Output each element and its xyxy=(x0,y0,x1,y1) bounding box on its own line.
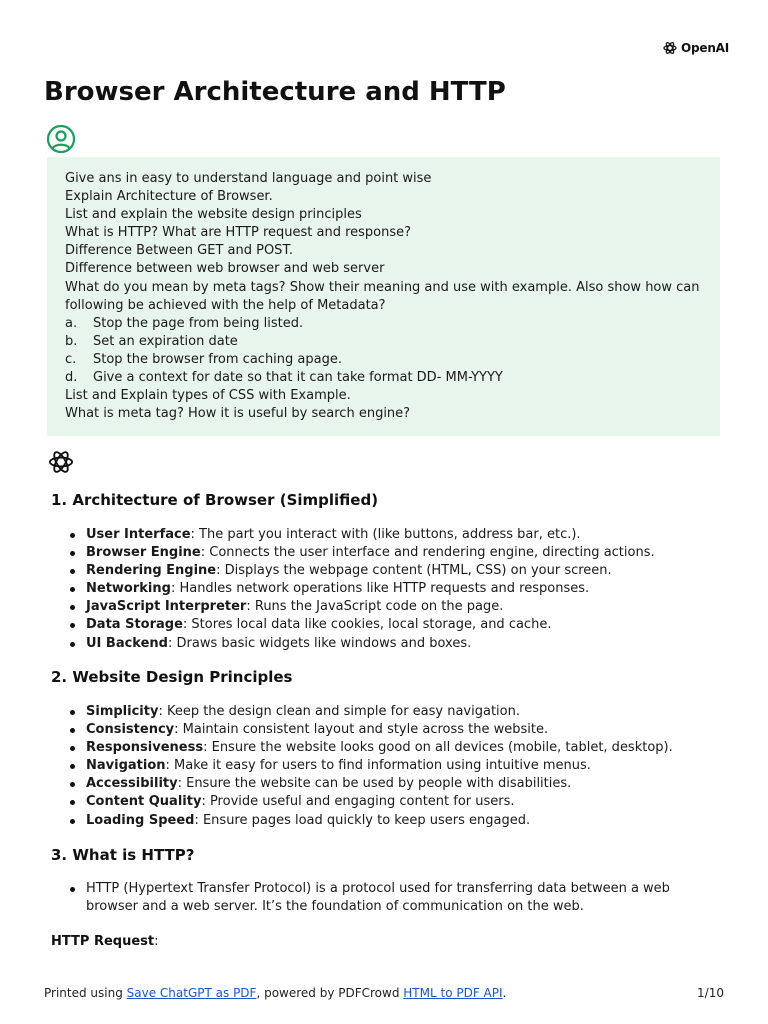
list-item-term: JavaScript Interpreter xyxy=(86,599,247,615)
footer-prefix: Printed using xyxy=(44,986,127,1000)
prompt-line: Explain Architecture of Browser. xyxy=(65,189,273,205)
list-item-desc: : Stores local data like cookies, local storage, and cache. xyxy=(182,617,552,633)
section-heading: 1. Architecture of Browser (Simplified) xyxy=(51,491,379,509)
prompt-sub-marker: d. xyxy=(65,370,78,386)
openai-brand xyxy=(662,40,729,56)
prompt-sub-text: Give a context for date so that it can take format DD- MM-YYYY xyxy=(93,370,503,386)
list-item xyxy=(68,562,688,580)
list-item-desc: : Ensure the website looks good on all devices (mobile, tablet, desktop). xyxy=(203,740,673,756)
list-item xyxy=(68,721,688,739)
list-item-term: UI Backend xyxy=(86,635,168,651)
list-item-term: Responsiveness xyxy=(86,740,204,756)
list-item-term: Content Quality xyxy=(86,794,202,810)
prompt-sub-text: Set an expiration date xyxy=(93,333,238,349)
prompt-sub-item xyxy=(65,351,702,369)
list-item-term: Consistency xyxy=(86,722,175,738)
html-to-pdf-api-link[interactable]: HTML to PDF API xyxy=(403,986,503,1000)
list-item xyxy=(68,598,688,616)
list-item-desc: : Maintain consistent layout and style across the website. xyxy=(174,722,549,738)
list-item-term: Accessibility xyxy=(86,776,178,792)
prompt-line: Difference between web browser and web server xyxy=(65,261,385,277)
page-number: 1/10 xyxy=(697,986,724,1000)
page-title: Browser Architecture and HTTP xyxy=(44,77,506,107)
section-heading: 3. What is HTTP? xyxy=(51,846,195,864)
list-item xyxy=(68,703,688,721)
prompt-line: List and explain the website design principles xyxy=(65,207,362,223)
footer-suffix: . xyxy=(502,986,507,1000)
list-item-term: Simplicity xyxy=(86,704,159,719)
list-item-desc: : Ensure the website can be used by people with disabilities. xyxy=(177,776,572,792)
prompt-sub-marker: c. xyxy=(65,351,77,367)
prompt-sub-text: Stop the page from being listed. xyxy=(93,315,304,331)
prompt-sub-item xyxy=(65,315,702,333)
bullet-list xyxy=(68,526,688,653)
list-item-desc: : Provide useful and engaging content for users. xyxy=(201,794,515,810)
prompt-line: What is meta tag? How it is useful by search engine? xyxy=(65,406,411,422)
list-item-desc: : Ensure pages load quickly to keep users engaged. xyxy=(194,812,531,828)
list-item-desc: : Keep the design clean and simple for easy navigation. xyxy=(158,704,520,719)
prompt-line: List and Explain types of CSS with Example. xyxy=(65,388,351,404)
save-chatgpt-pdf-link[interactable]: Save ChatGPT as PDF xyxy=(126,986,257,1000)
user-prompt-box xyxy=(47,157,720,436)
list-item xyxy=(68,635,688,653)
brand-name: OpenAI xyxy=(681,41,730,55)
list-item-desc: : Connects the user interface and rendering engine, directing actions. xyxy=(200,545,655,561)
list-item-term: Browser Engine xyxy=(86,545,201,561)
http-request-suffix: : xyxy=(154,934,159,949)
footer-middle: , powered by PDFCrowd xyxy=(256,986,404,1000)
list-item xyxy=(68,544,688,562)
list-item-desc: : The part you interact with (like buttons, address bar, etc.). xyxy=(190,527,581,542)
list-item-desc: : Make it easy for users to find information using intuitive menus. xyxy=(165,758,591,774)
user-avatar-icon xyxy=(46,124,76,154)
prompt-line: What is HTTP? What are HTTP request and response? xyxy=(65,225,412,241)
list-item-desc: : Displays the webpage content (HTML, CSS) on your screen. xyxy=(216,563,612,579)
list-item xyxy=(68,775,688,793)
list-item-term: Data Storage xyxy=(86,617,183,633)
list-item xyxy=(68,812,688,830)
list-item-desc: : Runs the JavaScript code on the page. xyxy=(246,599,504,615)
prompt-sub-item xyxy=(65,333,702,351)
http-request-label: HTTP Request xyxy=(51,934,155,949)
prompt-sub-text: Stop the browser from caching apage. xyxy=(93,351,342,367)
list-item xyxy=(68,580,688,598)
list-item-term: Loading Speed xyxy=(86,812,195,828)
http-request-subheading xyxy=(51,934,159,949)
prompt-line: What do you mean by meta tags? Show their meaning and use with example. Also show how can following be achieved with the help of Metadata? xyxy=(65,279,700,313)
bullet-list xyxy=(68,703,688,830)
list-item xyxy=(68,616,688,634)
list-item xyxy=(68,739,688,757)
chatgpt-avatar-icon xyxy=(47,448,75,476)
bullet-list xyxy=(68,880,688,916)
list-item xyxy=(68,757,688,775)
list-item-term: Navigation xyxy=(86,758,166,774)
section-heading: 2. Website Design Principles xyxy=(51,668,293,686)
prompt-sub-marker: b. xyxy=(65,333,78,349)
list-item-desc: : Handles network operations like HTTP requests and responses. xyxy=(170,581,590,597)
prompt-line: Difference Between GET and POST. xyxy=(65,243,293,259)
list-item xyxy=(68,793,688,811)
prompt-line: Give ans in easy to understand language and point wise xyxy=(65,171,432,186)
list-item-term: Rendering Engine xyxy=(86,563,217,579)
list-item-term: Networking xyxy=(86,581,171,597)
list-item-desc: : Draws basic widgets like windows and boxes. xyxy=(167,635,472,651)
list-item xyxy=(68,880,688,916)
prompt-sub-marker: a. xyxy=(65,315,78,331)
list-item xyxy=(68,526,688,544)
print-footer xyxy=(44,986,506,1000)
list-item-term: User Interface xyxy=(86,527,191,542)
prompt-sub-item xyxy=(65,369,702,387)
list-item-desc: HTTP (Hypertext Transfer Protocol) is a protocol used for transferring data between a web browser and a web server. It’s the foundation of communication on the web. xyxy=(86,881,670,915)
openai-logo-icon xyxy=(662,40,678,56)
